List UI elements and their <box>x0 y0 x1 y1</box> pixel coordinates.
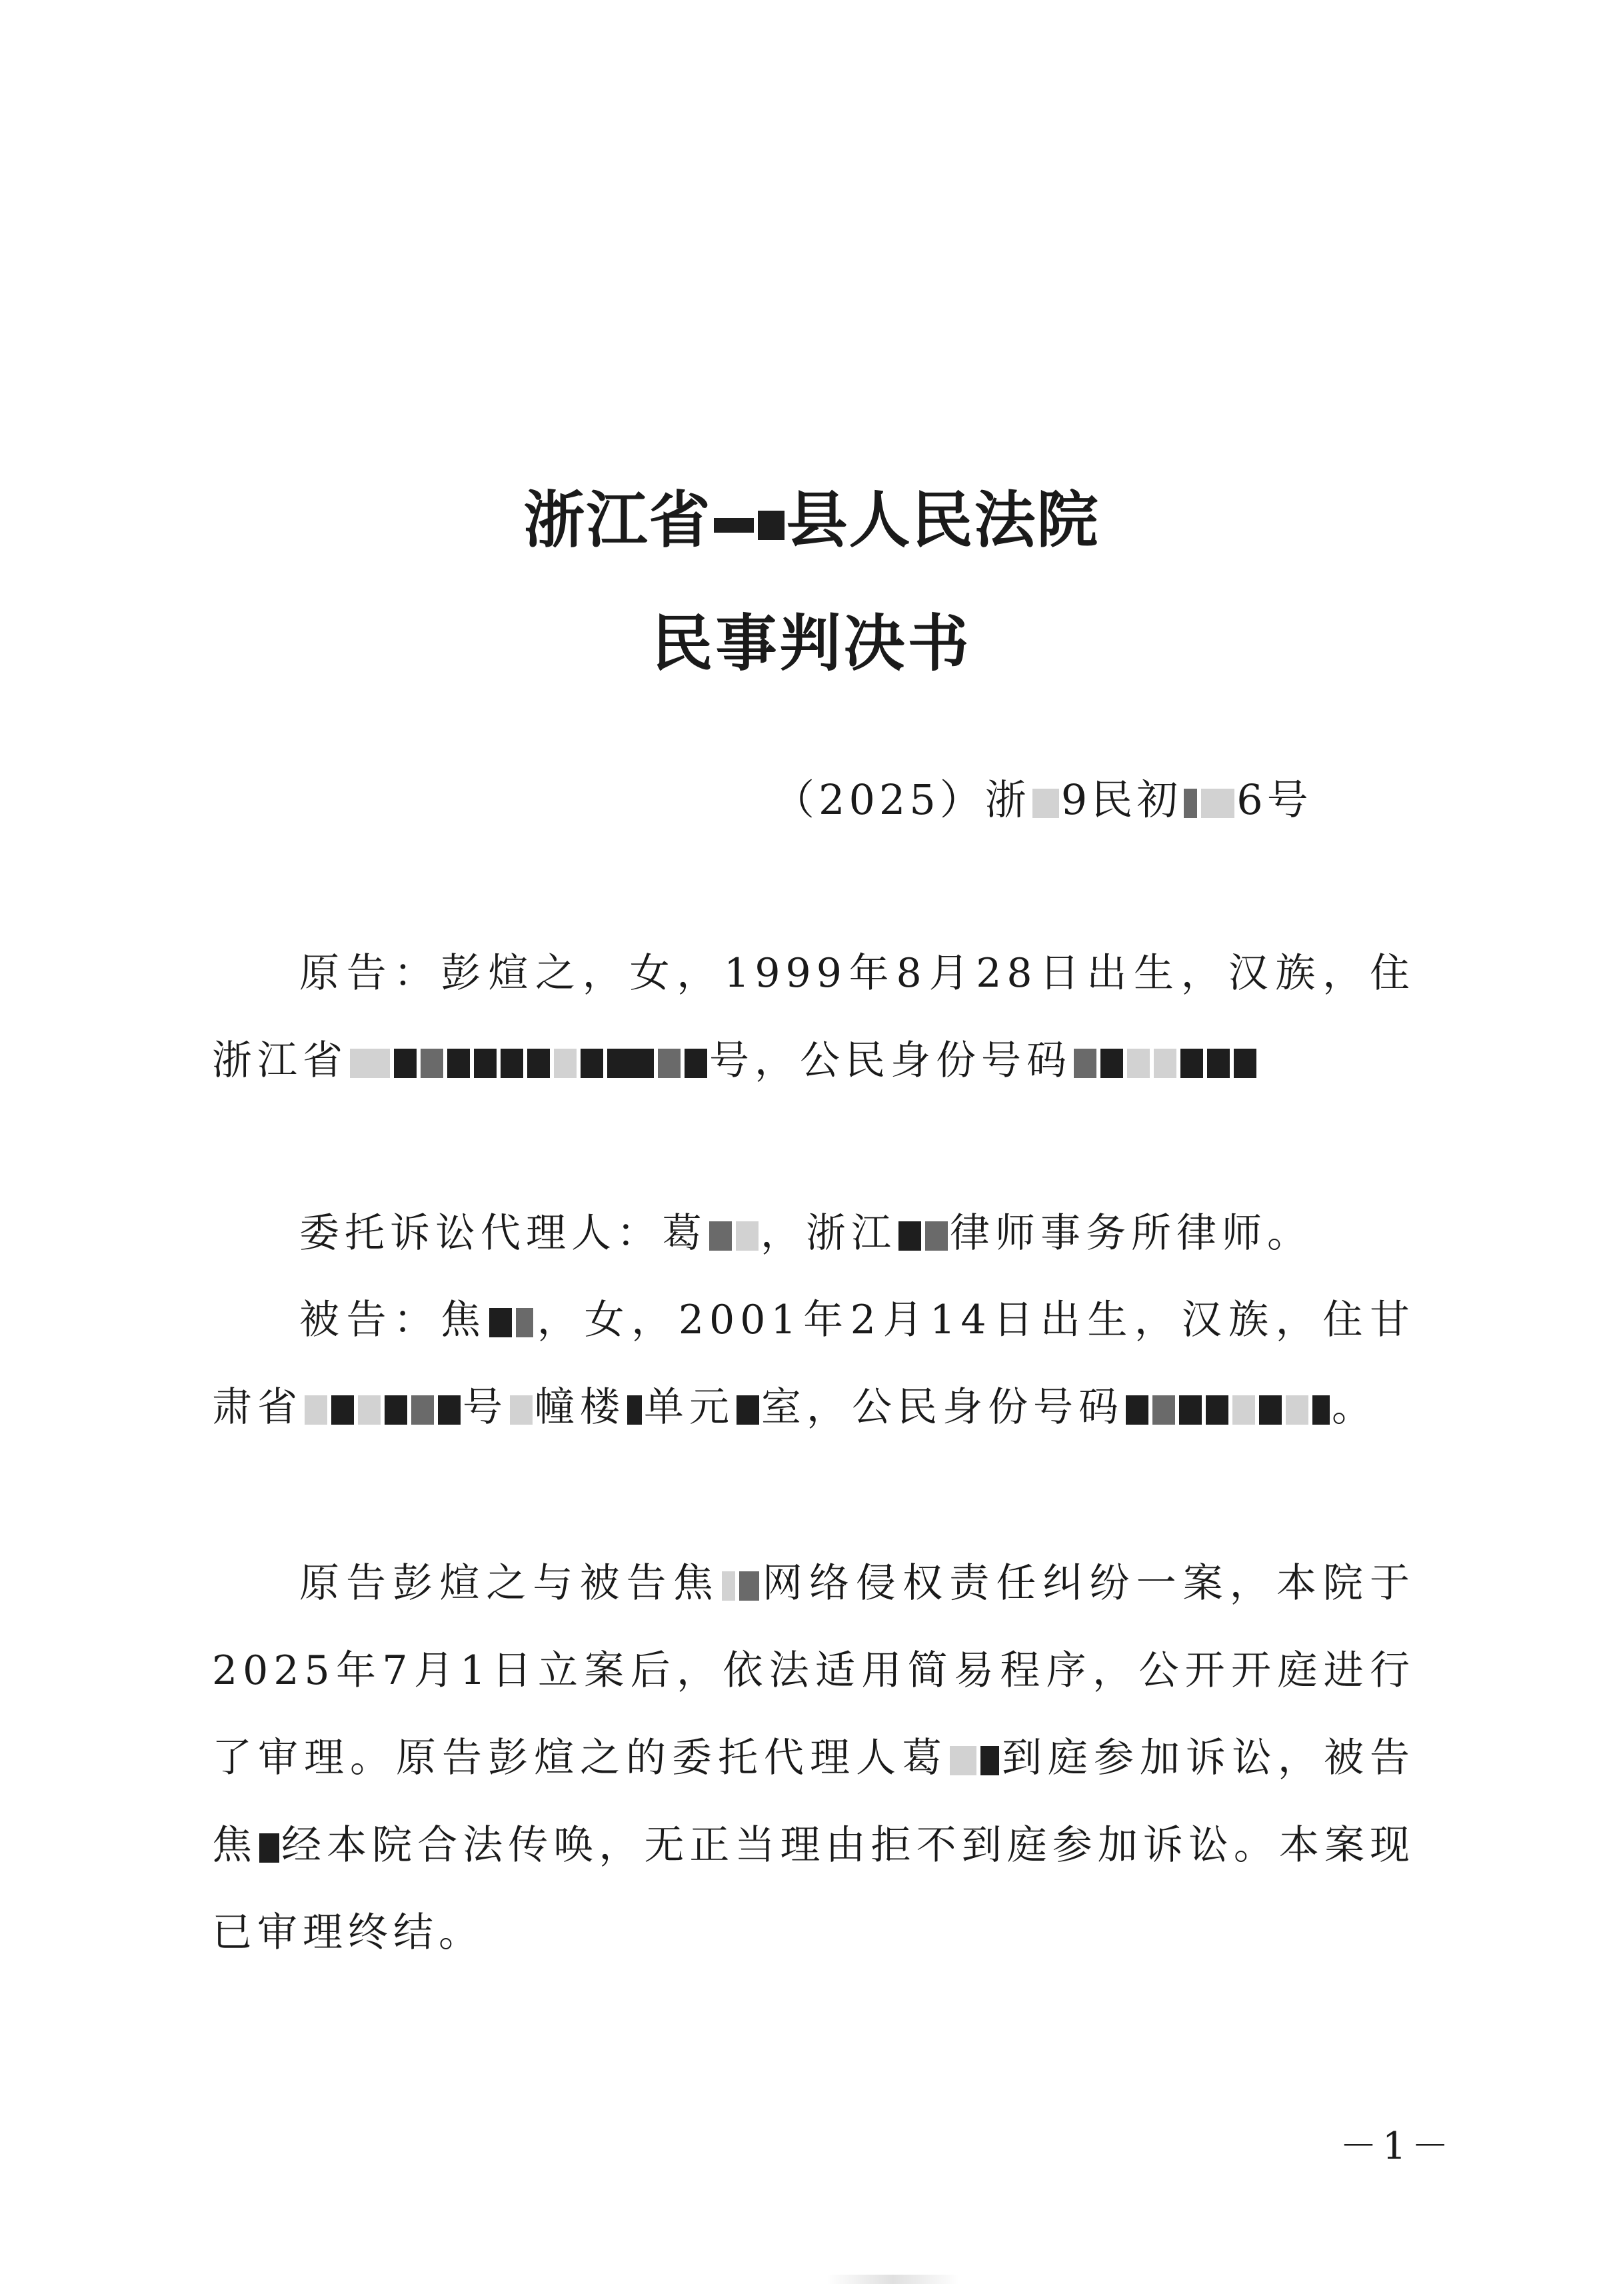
defendant-paragraph <box>212 1277 1415 1451</box>
plaintiff-line1: 原告：彭煊之，女，1999年8月28日出生，汉族，住浙江省 <box>212 950 1415 1084</box>
redaction-block <box>259 1833 279 1863</box>
redaction-block <box>1032 789 1059 818</box>
court-title <box>0 480 1623 560</box>
redaction-block <box>722 1571 735 1601</box>
redaction-block <box>627 1395 642 1425</box>
redaction-block <box>1234 1049 1256 1078</box>
defendant-prefix: 被告：焦 <box>299 1297 488 1343</box>
redaction-block <box>474 1049 497 1078</box>
redaction-block <box>350 1049 390 1078</box>
redaction-block <box>394 1049 417 1078</box>
case-intro-paragraph <box>212 1540 1415 1977</box>
plaintiff-line2: 号，公民身份号码 <box>709 1037 1072 1084</box>
defendant-unit: 单元 <box>644 1384 735 1431</box>
redaction-block <box>685 1049 707 1078</box>
redaction-block <box>714 518 754 533</box>
redaction-block <box>581 1049 603 1078</box>
redaction-block <box>331 1395 354 1425</box>
redaction-block <box>739 1571 759 1601</box>
agent-suffix: 律师事务所律师。 <box>950 1210 1312 1257</box>
redaction-block <box>385 1395 407 1425</box>
redaction-block <box>1074 1049 1096 1078</box>
redaction-block <box>1206 1395 1228 1425</box>
case-number-mid: 9民初 <box>1060 775 1182 824</box>
defendant-building: 幢楼 <box>535 1384 625 1431</box>
redaction-block <box>1180 1049 1203 1078</box>
redaction-block <box>516 1308 533 1337</box>
redaction-block <box>1207 1049 1230 1078</box>
redaction-block <box>489 1308 512 1337</box>
redaction-block <box>1179 1395 1202 1425</box>
redaction-block <box>980 1746 999 1775</box>
redaction-block <box>758 511 785 540</box>
redaction-block <box>510 1395 533 1425</box>
redaction-block <box>421 1049 443 1078</box>
defendant-line1: ，女，2001年2月14日出生，汉族，住甘肃省 <box>212 1297 1416 1431</box>
agent-paragraph <box>212 1190 1415 1277</box>
redaction-block <box>607 1049 654 1078</box>
redaction-block <box>1312 1395 1330 1425</box>
redaction-block <box>1127 1049 1150 1078</box>
redaction-block <box>925 1221 948 1251</box>
intro-part2: 网络侵权责任纠纷一案，本院于2025年7月1日立案后，依法适用简易程序，公开开庭进行了审理。原告彭煊之的委托代理人葛 <box>212 1560 1416 1781</box>
redaction-block <box>1152 1395 1175 1425</box>
redaction-block <box>1286 1395 1308 1425</box>
redaction-block <box>305 1395 327 1425</box>
defendant-end: 。 <box>1332 1384 1377 1431</box>
redaction-block <box>1126 1395 1148 1425</box>
redaction-block <box>658 1049 681 1078</box>
redaction-block <box>1201 789 1234 818</box>
agent-prefix: 委托诉讼代理人：葛 <box>299 1210 707 1257</box>
case-number-suffix: 6号 <box>1236 775 1312 824</box>
redaction-block <box>527 1049 550 1078</box>
redaction-block <box>438 1395 461 1425</box>
intro-part1: 原告彭煊之与被告焦 <box>299 1560 720 1607</box>
redaction-block <box>736 1221 759 1251</box>
defendant-room: 室，公民身份号码 <box>761 1384 1124 1431</box>
redaction-block <box>1184 789 1197 818</box>
redaction-block <box>709 1221 732 1251</box>
redaction-block <box>1232 1395 1255 1425</box>
redaction-block <box>1259 1395 1282 1425</box>
redaction-block <box>950 1746 976 1775</box>
agent-middle: ，浙江 <box>761 1210 896 1257</box>
redaction-block <box>1100 1049 1123 1078</box>
redaction-block <box>1154 1049 1176 1078</box>
intro-part4: 经本院合法传唤，无正当理由拒不到庭参加诉讼。本案现已审理终结。 <box>212 1822 1416 1956</box>
redaction-block <box>447 1049 470 1078</box>
plaintiff-paragraph <box>212 930 1415 1105</box>
redaction-block <box>358 1395 381 1425</box>
redaction-block <box>411 1395 434 1425</box>
court-prefix: 浙江省 <box>523 484 712 556</box>
case-number <box>773 770 1312 830</box>
redaction-block <box>554 1049 577 1078</box>
page-number: －1－ <box>1340 2125 1454 2168</box>
case-number-prefix: （2025）浙 <box>773 775 1030 824</box>
intro-part3: 到庭参加诉讼，被告焦 <box>212 1735 1415 1869</box>
document-title: 民事判决书 <box>651 607 972 679</box>
defendant-hao: 号 <box>463 1384 508 1431</box>
redaction-block <box>501 1049 523 1078</box>
redaction-block <box>898 1221 921 1251</box>
scan-artifact <box>826 2275 960 2284</box>
court-suffix: 县人民法院 <box>786 484 1100 556</box>
redaction-block <box>737 1395 759 1425</box>
